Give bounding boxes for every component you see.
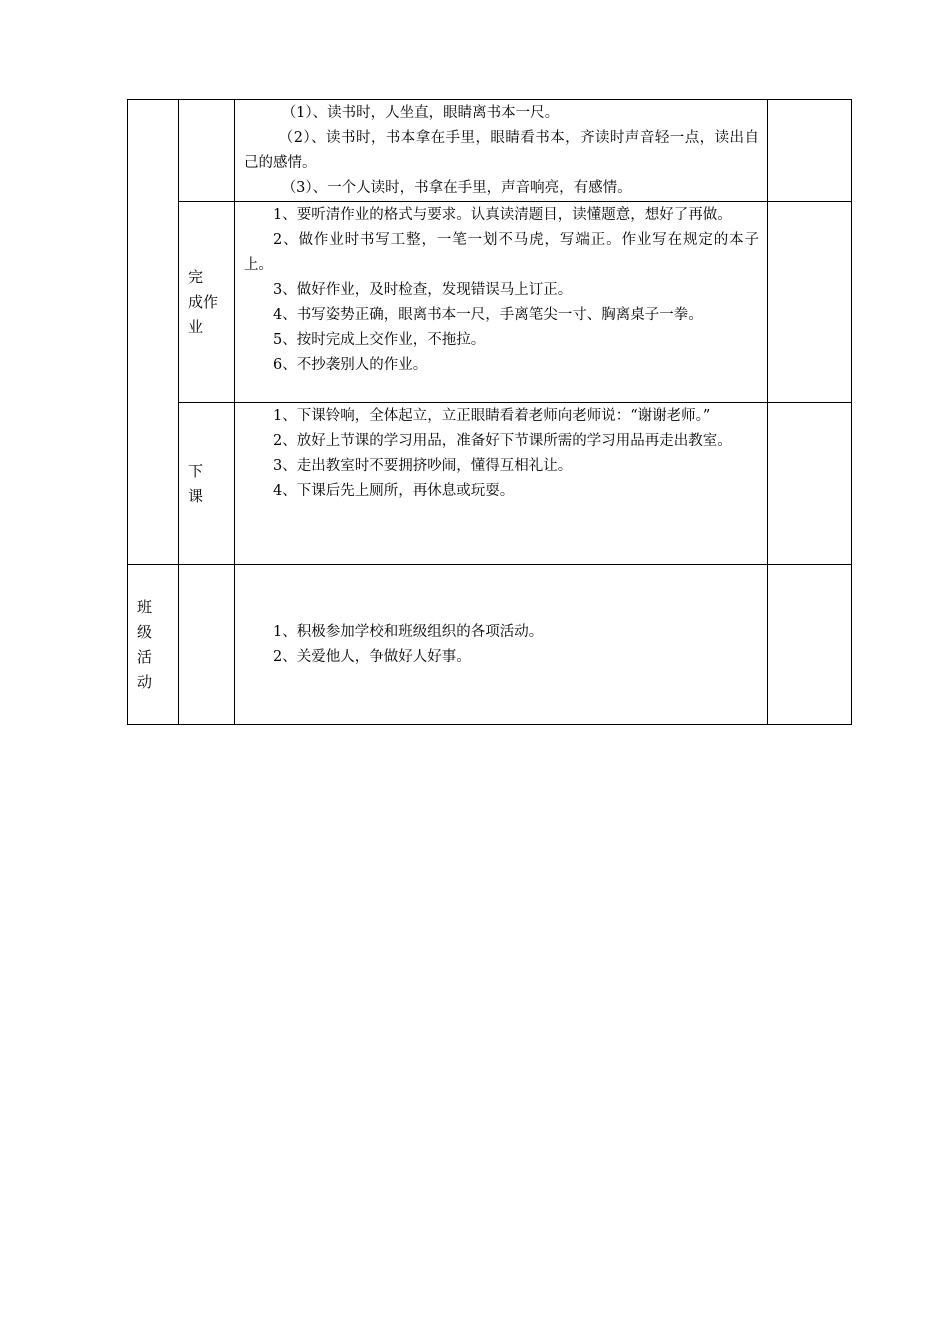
section-label: 级	[137, 622, 153, 641]
activities-rules-cell	[235, 565, 768, 725]
table-row	[128, 565, 852, 725]
remarks-cell	[768, 202, 852, 403]
rule-item: 1、积极参加学校和班级组织的各项活动。	[273, 623, 544, 640]
rule-item: 4、下课后先上厕所，再休息或玩耍。	[273, 483, 515, 499]
section-cell-class-activities	[128, 565, 179, 725]
rule-item: 1、要听清作业的格式与要求。认真读清题目，读懂题意，想好了再做。	[273, 207, 732, 223]
section-cell-empty	[128, 100, 179, 565]
section-label: 班	[137, 597, 153, 616]
rules-table	[127, 99, 852, 725]
table-row	[128, 403, 852, 565]
category-cell-empty	[179, 100, 235, 202]
section-label: 活	[137, 647, 153, 666]
rule-item: 1、下课铃响，全体起立，立正眼睛看着老师向老师说：“谢谢老师。”	[273, 408, 711, 424]
category-cell-homework	[179, 202, 235, 403]
category-label: 成作	[188, 292, 219, 311]
rule-item: 6、不抄袭别人的作业。	[273, 357, 428, 373]
section-label: 动	[137, 672, 153, 691]
rule-item: （2）、读书时，书本拿在手里，眼睛看书本，齐读时声音轻一点，读出自己的感情。	[244, 130, 759, 171]
category-label: 完	[188, 267, 204, 286]
rule-item: （1）、读书时，人坐直，眼睛离书本一尺。	[281, 105, 560, 121]
homework-rules-cell	[235, 202, 768, 403]
reading-rules-cell	[235, 100, 768, 202]
rule-item: 3、做好作业，及时检查，发现错误马上订正。	[273, 282, 573, 298]
rule-item: 2、做作业时书写工整，一笔一划不马虎，写端正。作业写在规定的本子上。	[244, 232, 759, 273]
after-class-rules-cell	[235, 403, 768, 565]
category-label: 下	[188, 461, 204, 480]
table-row	[128, 100, 852, 202]
rule-item: （3）、一个人读时，书拿在手里，声音响亮，有感情。	[281, 180, 632, 196]
category-label: 课	[188, 486, 204, 505]
rule-item: 4、书写姿势正确，眼离书本一尺，手离笔尖一寸、胸离桌子一拳。	[273, 307, 703, 323]
rule-item: 3、走出教室时不要拥挤吵闹，懂得互相礼让。	[273, 458, 573, 474]
category-cell-after-class	[179, 403, 235, 565]
table-row	[128, 202, 852, 403]
remarks-cell	[768, 403, 852, 565]
rule-item: 2、放好上节课的学习用品，准备好下节课所需的学习用品再走出教室。	[273, 433, 732, 449]
remarks-cell	[768, 565, 852, 725]
category-cell-empty	[179, 565, 235, 725]
rule-item: 2、关爱他人，争做好人好事。	[273, 648, 471, 665]
category-label: 业	[188, 317, 204, 336]
rule-item: 5、按时完成上交作业，不拖拉。	[273, 332, 486, 348]
remarks-cell	[768, 100, 852, 202]
